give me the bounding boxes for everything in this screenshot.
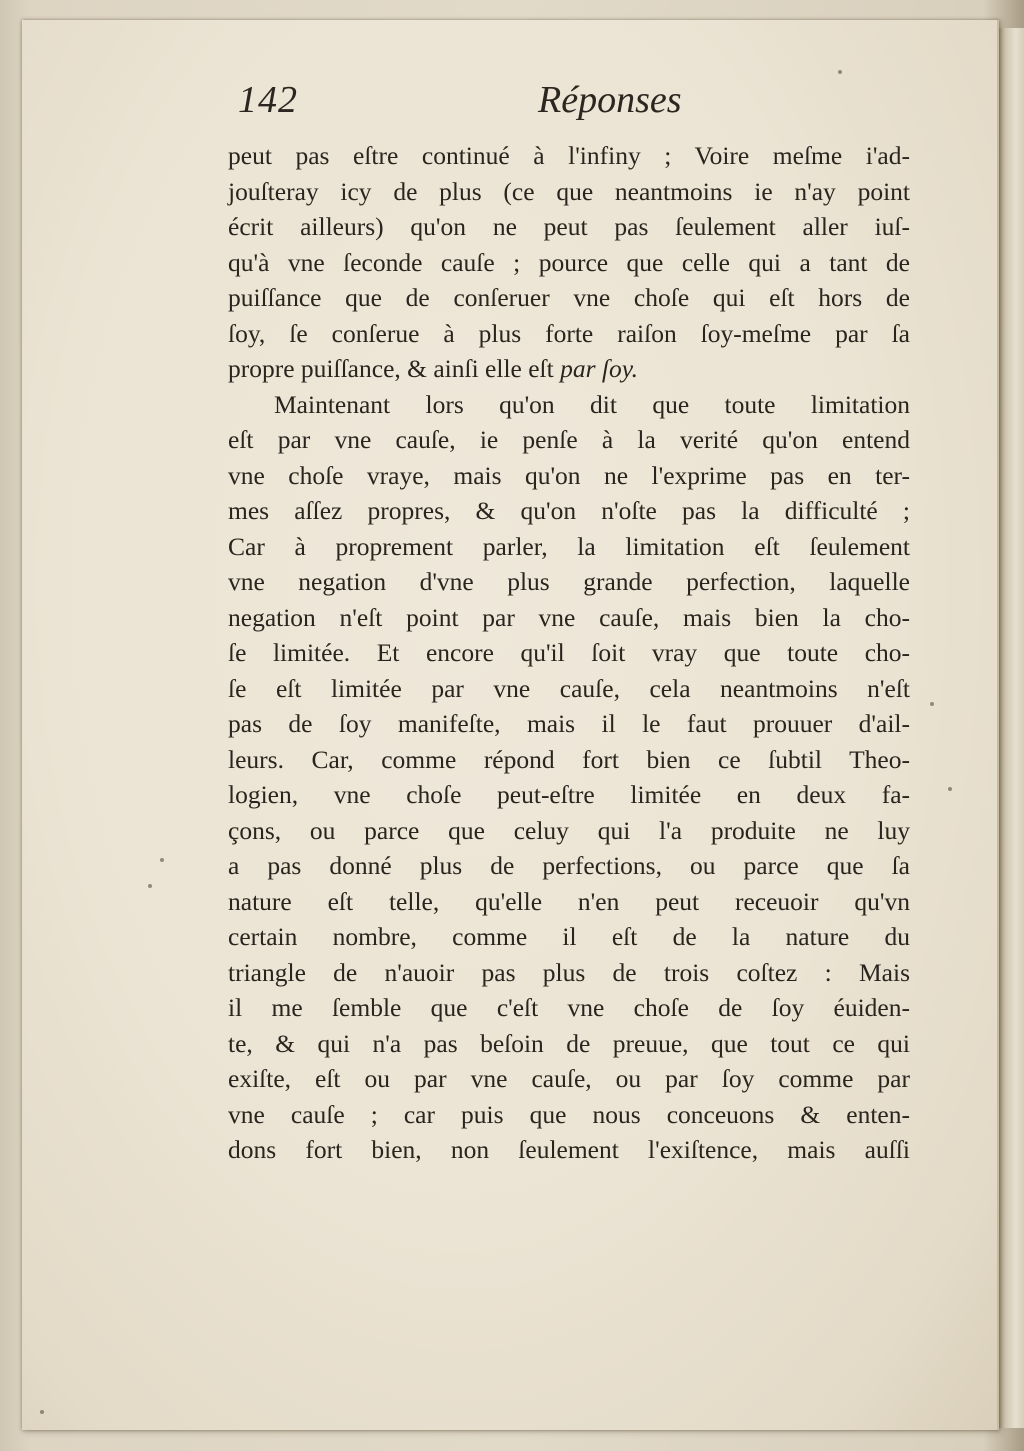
page-number: 142 — [238, 79, 298, 121]
text-line: logien, vne choſe peut-eſtre limitée en deux fa- — [228, 780, 910, 809]
text-line: dons fort bien, non ſeulement l'exiſtence, mais auſſi — [228, 1135, 910, 1164]
text-line: il me ſemble que c'eſt vne choſe de ſoy éuiden- — [228, 993, 910, 1022]
text-line: vne choſe vraye, mais qu'on ne l'exprime pas en ter- — [228, 460, 910, 490]
text-line: puiſſance que de conſeruer vne choſe qui eſt hors de — [228, 283, 910, 312]
running-title: Réponses — [538, 79, 682, 121]
text-line: certain nombre, comme il eſt de la nature du — [228, 922, 910, 951]
ink-speck — [160, 858, 164, 862]
body-text — [228, 138, 910, 1168]
ink-speck — [148, 884, 152, 888]
text-line: Car à proprement parler, la limitation eſt ſeulement — [228, 531, 910, 561]
text-line: te, & qui n'a pas beſoin de preuue, que tout ce qui — [228, 1028, 910, 1058]
text-line: jouſteray icy de plus (ce que neantmoins ie n'ay point — [228, 176, 910, 206]
italic-phrase: par ſoy. — [560, 354, 639, 383]
text-line: eſt par vne cauſe, ie penſe à la verité qu'on entend — [228, 425, 910, 454]
text-line: mes aſſez propres, & qu'on n'oſte pas la difficulté ; — [228, 496, 910, 525]
text-line: negation n'eſt point par vne cauſe, mais bien la cho- — [228, 602, 910, 632]
text-line: vne cauſe ; car puis que nous conceuons & enten- — [228, 1099, 910, 1129]
text-line: vne negation d'vne plus grande perfection, laquelle — [228, 567, 910, 596]
next-page-edge — [997, 28, 1024, 1428]
text-line: Maintenant lors qu'on dit que toute limitation — [274, 389, 910, 419]
paragraph-1 — [228, 138, 910, 387]
text-line: nature eſt telle, qu'elle n'en peut receuoir qu'vn — [228, 886, 910, 916]
text-line: pas de ſoy manifeſte, mais il le faut prouuer d'ail- — [228, 709, 910, 738]
text-line: ſe eſt limitée par vne cauſe, cela neantmoins n'eſt — [228, 673, 910, 703]
text-line: ſe limitée. Et encore qu'il ſoit vray que toute cho- — [228, 638, 910, 667]
ink-speck — [948, 787, 952, 791]
running-head — [230, 78, 910, 128]
paragraph-2 — [228, 387, 910, 1168]
text-line: ſoy, ſe conſerue à plus forte raiſon ſoy-meſme par ſa — [228, 318, 910, 348]
text-line: propre puiſſance, & ainſi elle eſt — [228, 354, 554, 383]
ink-speck — [930, 702, 934, 706]
text-line-final — [228, 351, 910, 387]
ink-speck — [40, 1410, 44, 1414]
text-line: peut pas eſtre continué à l'infiny ; Voire meſme i'ad- — [228, 141, 910, 170]
text-line: çons, ou parce que celuy qui l'a produite ne luy — [228, 815, 910, 845]
text-line: leurs. Car, comme répond fort bien ce ſubtil Theo- — [228, 744, 910, 774]
text-line: qu'à vne ſeconde cauſe ; pource que celle qui a tant de — [228, 247, 910, 277]
ink-speck — [838, 70, 842, 74]
text-line: triangle de n'auoir pas plus de trois coſtez : Mais — [228, 957, 910, 987]
text-line: écrit ailleurs) qu'on ne peut pas ſeulement aller iuſ- — [228, 212, 910, 241]
text-line: a pas donné plus de perfections, ou parce que ſa — [228, 851, 910, 880]
text-line: exiſte, eſt ou par vne cauſe, ou par ſoy comme par — [228, 1064, 910, 1093]
